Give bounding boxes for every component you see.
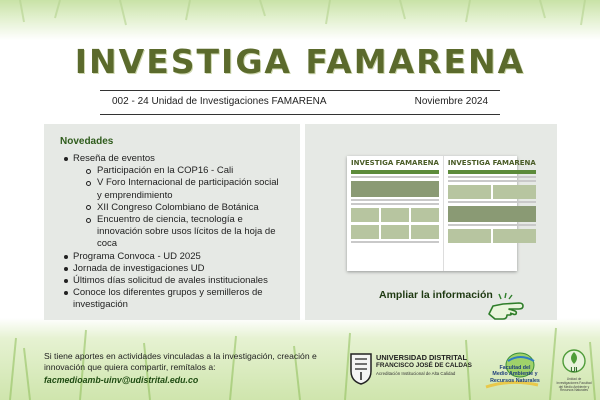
preview-photo <box>351 181 439 197</box>
university-logo <box>349 351 472 387</box>
faculty-name-line2: Medio Ambiente y <box>492 371 538 378</box>
preview-line <box>448 180 536 182</box>
preview-bar <box>351 170 439 174</box>
preview-photo-grid <box>351 225 439 239</box>
university-accreditation: Acreditación Institucional de Alta Calidad <box>376 371 456 376</box>
preview-line <box>351 241 439 243</box>
page-title: INVESTIGA FAMARENA <box>74 42 526 81</box>
list-item: Programa Convoca - UD 2025 <box>60 251 286 263</box>
newsletter-preview-image[interactable] <box>347 156 536 271</box>
preview-photo-grid <box>351 208 439 222</box>
expand-info-link[interactable]: Ampliar la información <box>379 289 493 301</box>
news-heading: Novedades <box>60 136 114 147</box>
list-item: V Foro Internacional de participación social y emprendimiento <box>73 177 286 201</box>
preview-page-title: INVESTIGA FAMARENA <box>351 159 439 167</box>
university-name-line2: FRANCISCO JOSÉ DE CALDAS <box>376 362 472 369</box>
preview-photo-grid <box>448 229 536 243</box>
faculty-name-line3: Recursos Naturales <box>490 377 540 384</box>
preview-bar <box>448 170 536 174</box>
faculty-name-line1: Facultad del <box>499 365 531 371</box>
news-list <box>60 153 286 312</box>
contact-email-link[interactable]: facmedioamb-uinv@udistrital.edu.co <box>44 375 199 385</box>
list-item: Participación en la COP16 - Cali <box>73 165 286 177</box>
faculty-name <box>488 365 542 384</box>
issue-date: Noviembre 2024 <box>414 96 488 107</box>
list-item: Jornada de investigaciones UD <box>60 263 286 275</box>
issue-row <box>112 96 488 110</box>
preview-page-right <box>443 156 540 271</box>
list-item: Encuentro de ciencia, tecnología e innovación sobre usos lícitos de la hoja de coca <box>73 214 286 251</box>
faculty-logo <box>480 349 542 397</box>
research-unit-icon <box>556 348 592 378</box>
header-top-divider <box>100 90 500 91</box>
preview-page-left <box>347 156 443 271</box>
pointing-hand-icon[interactable] <box>483 290 527 324</box>
svg-text:UI: UI <box>570 367 578 374</box>
preview-photo <box>448 206 536 222</box>
preview-page-title: INVESTIGA FAMARENA <box>447 159 536 167</box>
preview-line <box>351 176 439 178</box>
news-panel <box>44 124 300 320</box>
preview-panel <box>305 124 557 320</box>
preview-photo-grid <box>448 185 536 199</box>
issue-number: 002 - 24 Unidad de Investigaciones FAMARENA <box>112 96 327 107</box>
news-item-label: Reseña de eventos <box>73 153 155 164</box>
header-bottom-divider <box>100 114 500 115</box>
preview-line <box>351 203 439 205</box>
grass-top-decoration <box>0 0 600 40</box>
preview-line <box>351 199 439 201</box>
preview-line <box>448 176 536 178</box>
preview-line <box>448 224 536 226</box>
research-unit-name: Unidad de Investigaciones Facultad del Medio Ambiente y Recursos Naturales <box>556 377 592 393</box>
university-name-line1: UNIVERSIDAD DISTRITAL <box>376 353 468 362</box>
list-item <box>60 153 286 251</box>
university-crest-icon <box>349 351 373 385</box>
grass-blades-top-icon <box>0 0 600 40</box>
list-item: XII Congreso Colombiano de Botánica <box>73 202 286 214</box>
news-sublist <box>73 165 286 250</box>
research-unit-logo <box>556 348 592 396</box>
list-item: Últimos días solicitud de avales institucionales <box>60 275 286 287</box>
preview-line <box>448 201 536 203</box>
footer-message: Si tiene aportes en actividades vinculadas a la investigación, creación e innovación que quiera compartir, remítalos a: <box>44 351 317 372</box>
list-item: Conoce los diferentes grupos y semilleros de investigación <box>60 287 286 311</box>
